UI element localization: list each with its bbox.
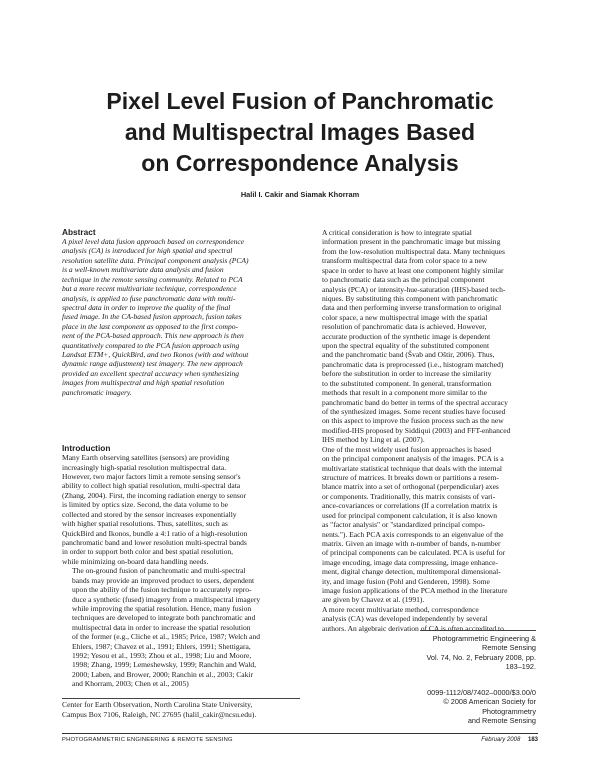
text-line: while improving the spatial resolution. Hence, many fusion [72,603,252,613]
text-line: resolution satellite data. Principal component analysis (PCA) [62,255,249,265]
text-line: ity, and image fusion (Pohl and Genderen, 1998). Some [322,576,490,586]
text-line: ance-covariances or correlations (If a correlation matrix is [322,501,498,511]
text-line: QuickBird and Ikonos, bundle a 4:1 ratio of a high-resolution [62,528,248,538]
text-line: resolution of panchromatic data is achieved. However, [322,322,487,332]
abstract-heading: Abstract [62,227,96,237]
text-line: panchromatic imagery. [62,387,132,397]
affiliation-line: Center for Earth Observation, North Carolina State University, [62,700,253,709]
body-paragraph [312,445,550,605]
paper-title [60,86,540,179]
text-line: images from multispectral and high spatial resolution [62,378,225,388]
text-line: with higher spatial resolutions. Thus, satellites, such as [62,519,228,529]
text-line: technique in the remote sensing community. Related to PCA [62,274,243,284]
text-line: is a well-known multivariate data analysis and fusion [62,265,224,275]
text-line: matrix. Given an image with n-number of bands, n-number [322,538,501,548]
text-line: but a more recent multivariate technique, correspondence [62,284,237,294]
text-line: spectral data in order to improve the quality of the final [62,302,231,312]
text-line: nents."). Each PCA axis corresponds to an eigenvalue of the [322,529,504,539]
title-line: on Correspondence Analysis [141,150,459,176]
text-line: in order to support both color and best spatial resolution, [62,547,234,557]
body-paragraph [312,228,550,445]
text-line: upon the spectral equality of the substituted component [322,341,490,351]
text-line: duce a synthetic (fused) imagery from a multispectral imagery [72,594,261,604]
left-column [62,227,300,689]
text-line: on the principal component analysis of the images. PCA is a [322,454,504,464]
text-line: 2000; Laben, and Brower, 2000; Ranchin et al., 2003; Cakir [72,669,253,679]
affiliation-line: Campus Box 7106, Raleigh, NC 27695 (halil_cakir@ncsu.edu). [62,709,257,719]
page-number: 183 [527,737,538,743]
text-line: and the panchromatic band (Švab and Oštir, 2006). Thus, [322,350,495,360]
text-line: is limited by optics size. Second, the data volume to be [62,500,228,510]
text-line: panchromatic band and lower resolution multi-spectral bands [62,537,247,547]
text-line: blance matrix into a set of orthogonal (perpendicular) axes [322,482,499,492]
text-line: of the former (e.g., Cliche et al., 1985; Price, 1987; Welch and [72,632,261,642]
text-line: while minimizing on-board data handling needs. [62,556,209,566]
text-line: nent of the PCA-based approach. This new approach is then [62,331,244,341]
text-line: accurate production of the synthetic image is dependent [322,331,491,341]
text-line: multivariate statistical technique that deals with the internal [322,463,503,473]
text-line: analysis (CA) was developed independently by several [322,614,488,624]
text-line: information present in the panchromatic image but missing [322,237,501,247]
text-line: image encoding, image data compressing, image enhance- [322,557,499,567]
introduction-body [62,453,300,689]
text-line: upon the ability of the fusion technique to accurately repro- [72,585,252,595]
footer-date: February 2008 [481,737,521,743]
footer-journal: PHOTOGRAMMETRIC ENGINEERING & REMOTE SENSING [62,737,233,743]
text-line: techniques are developed to integrate both panchromatic and [72,613,256,623]
text-line: Ehlers, 1987; Chavez et al., 1991; Ehlers, 1991; Shettigara, [72,641,251,651]
journal-info-line: Photogrammetric Engineering & Remote Sensing [432,634,536,653]
copyright-info [420,688,536,725]
abstract-body [62,237,300,397]
text-line: panchromatic data is preprocessed (i.e., histogram matched) [322,359,504,369]
text-line: authors. An algebraic derivation of CA is often accredited to [322,623,504,633]
text-line: data and then performing inverse transformation to original [322,303,502,313]
right-column [312,228,550,633]
title-line: Pixel Level Fusion of Panchromatic [106,88,494,114]
text-line: are given by Chavez et al. (1991). [322,595,425,605]
text-line: niques. By substituting this component with panchromatic [322,293,498,303]
text-line: from the low-resolution multispectral data. Many techniques [322,246,505,256]
body-paragraph [312,605,550,633]
text-line: of the synthesized images. Some recent studies have focused [322,407,506,417]
text-line: bands may provide an improved product to users, dependent [72,575,255,585]
text-line: place in the last component as opposed to the first compo- [62,321,239,331]
text-line: before the substitution in order to increase the similarity [322,369,492,379]
text-line: panchromatic band do better in terms of the spectral accuracy [322,397,508,407]
text-line: modified-IHS proposed by Siddiqui (2003) and FFT-enhanced [322,425,511,435]
text-line: A more recent multivariate method, correspondence [322,604,479,614]
text-line: to the substituted component. In general, transformation [322,378,492,388]
text-line: 1998; Zhang, 1999; Lemeshewsky, 1999; Ranchin and Wald, [72,660,257,670]
copyright-line: and Remote Sensing [467,715,536,725]
text-line: analysis, is applied to fuse panchromatic data with multi- [62,293,236,303]
text-line: on this aspect to improve the fusion process such as the new [322,416,504,426]
text-line: Many Earth observing satellites (sensors) are providing [62,453,230,463]
text-line: A pixel level data fusion approach based on correspondence [62,237,245,246]
journal-info-line: Vol. 74, No. 2, February 2008, pp. 183–192. [426,652,536,671]
text-line: transform multispectral data from color space to a new [322,256,488,266]
text-line: A critical consideration is how to integrate spatial [322,228,472,237]
text-line: as "factor analysis" or "standardized principal compo- [322,520,486,530]
text-line: collected and stored by the sensor increases exponentially [62,509,237,519]
text-line: One of the most widely used fusion approaches is based [322,444,492,454]
text-line: color space, a new multispectral image with the spatial [322,312,488,322]
copyright-line: 0099-1112/08/7402–0000/$3.00/0 [427,688,536,697]
text-line: The on-ground fusion of panchromatic and multi-spectral [72,566,246,576]
text-line: structure of matrices. It breaks down or partitions a resem- [322,472,499,482]
footer-rule [62,733,538,734]
text-line: fused image. In the CA-based fusion approach, fusion takes [62,312,242,322]
copyright-line: © 2008 American Society for Photogrammetry [443,697,536,716]
text-line: analysis (CA) is introduced for high spatial and spectral [62,246,233,256]
text-line: ability to collect high spatial resolution, multi-spectral data [62,481,241,491]
right-column-body [312,228,550,633]
text-line: IHS method by Ling et al. (2007). [322,435,425,445]
introduction-heading: Introduction [62,443,111,454]
text-line: multispectral data in order to increase the spatial resolution [72,622,251,632]
text-line: methods that result in a component more similar to the [322,388,487,398]
text-line: ment, digital change detection, multitemporal dimensional- [322,567,501,577]
journal-info-rule [420,630,536,631]
text-line: to panchromatic data such as the principal component [322,275,485,285]
text-line: provided an excellent spectral accuracy when synthesizing [62,368,240,378]
text-line: and Khorram, 2003; Chen et al., 2005) [72,679,189,689]
footer-page-info [481,737,538,743]
text-line: (Zhang, 2004). First, the incoming radiation energy to sensor [62,490,247,500]
text-line: analysis (PCA) or intensity-hue-saturation (IHS)-based tech- [322,284,506,294]
text-line: increasingly high-spatial resolution multispectral data. [62,462,227,472]
text-line: Landsat ETM+, QuickBird, and two Ikonos (with and without [62,350,249,360]
text-line: However, two major factors limit a remote sensing sensor's [62,472,241,482]
text-line: dynamic range adjustment) test imagery. The new approach [62,359,243,369]
text-line: used for principal component calculation, it is also known [322,510,498,520]
text-line: quantitatively compared to the PCA fusion approach using [62,340,240,350]
text-line: or components. Traditionally, this matrix consists of vari- [322,491,496,501]
journal-info [420,634,536,671]
introduction-paragraph [62,453,300,566]
title-line: and Multispectral Images Based [124,119,476,145]
author-affiliation [62,698,300,719]
text-line: space in order to have at least one component highly similar [322,265,504,275]
introduction-paragraph [62,566,300,688]
text-line: image fusion applications of the PCA method in the literature [322,586,508,596]
text-line: 1992; Yesou et al., 1993; Zhou et al., 1998; Liu and Moore, [72,651,252,661]
authors: Halil I. Cakir and Siamak Khorram [240,190,360,199]
abstract-paragraph [62,237,300,397]
text-line: of principal components can be calculated. PCA is useful for [322,548,506,558]
